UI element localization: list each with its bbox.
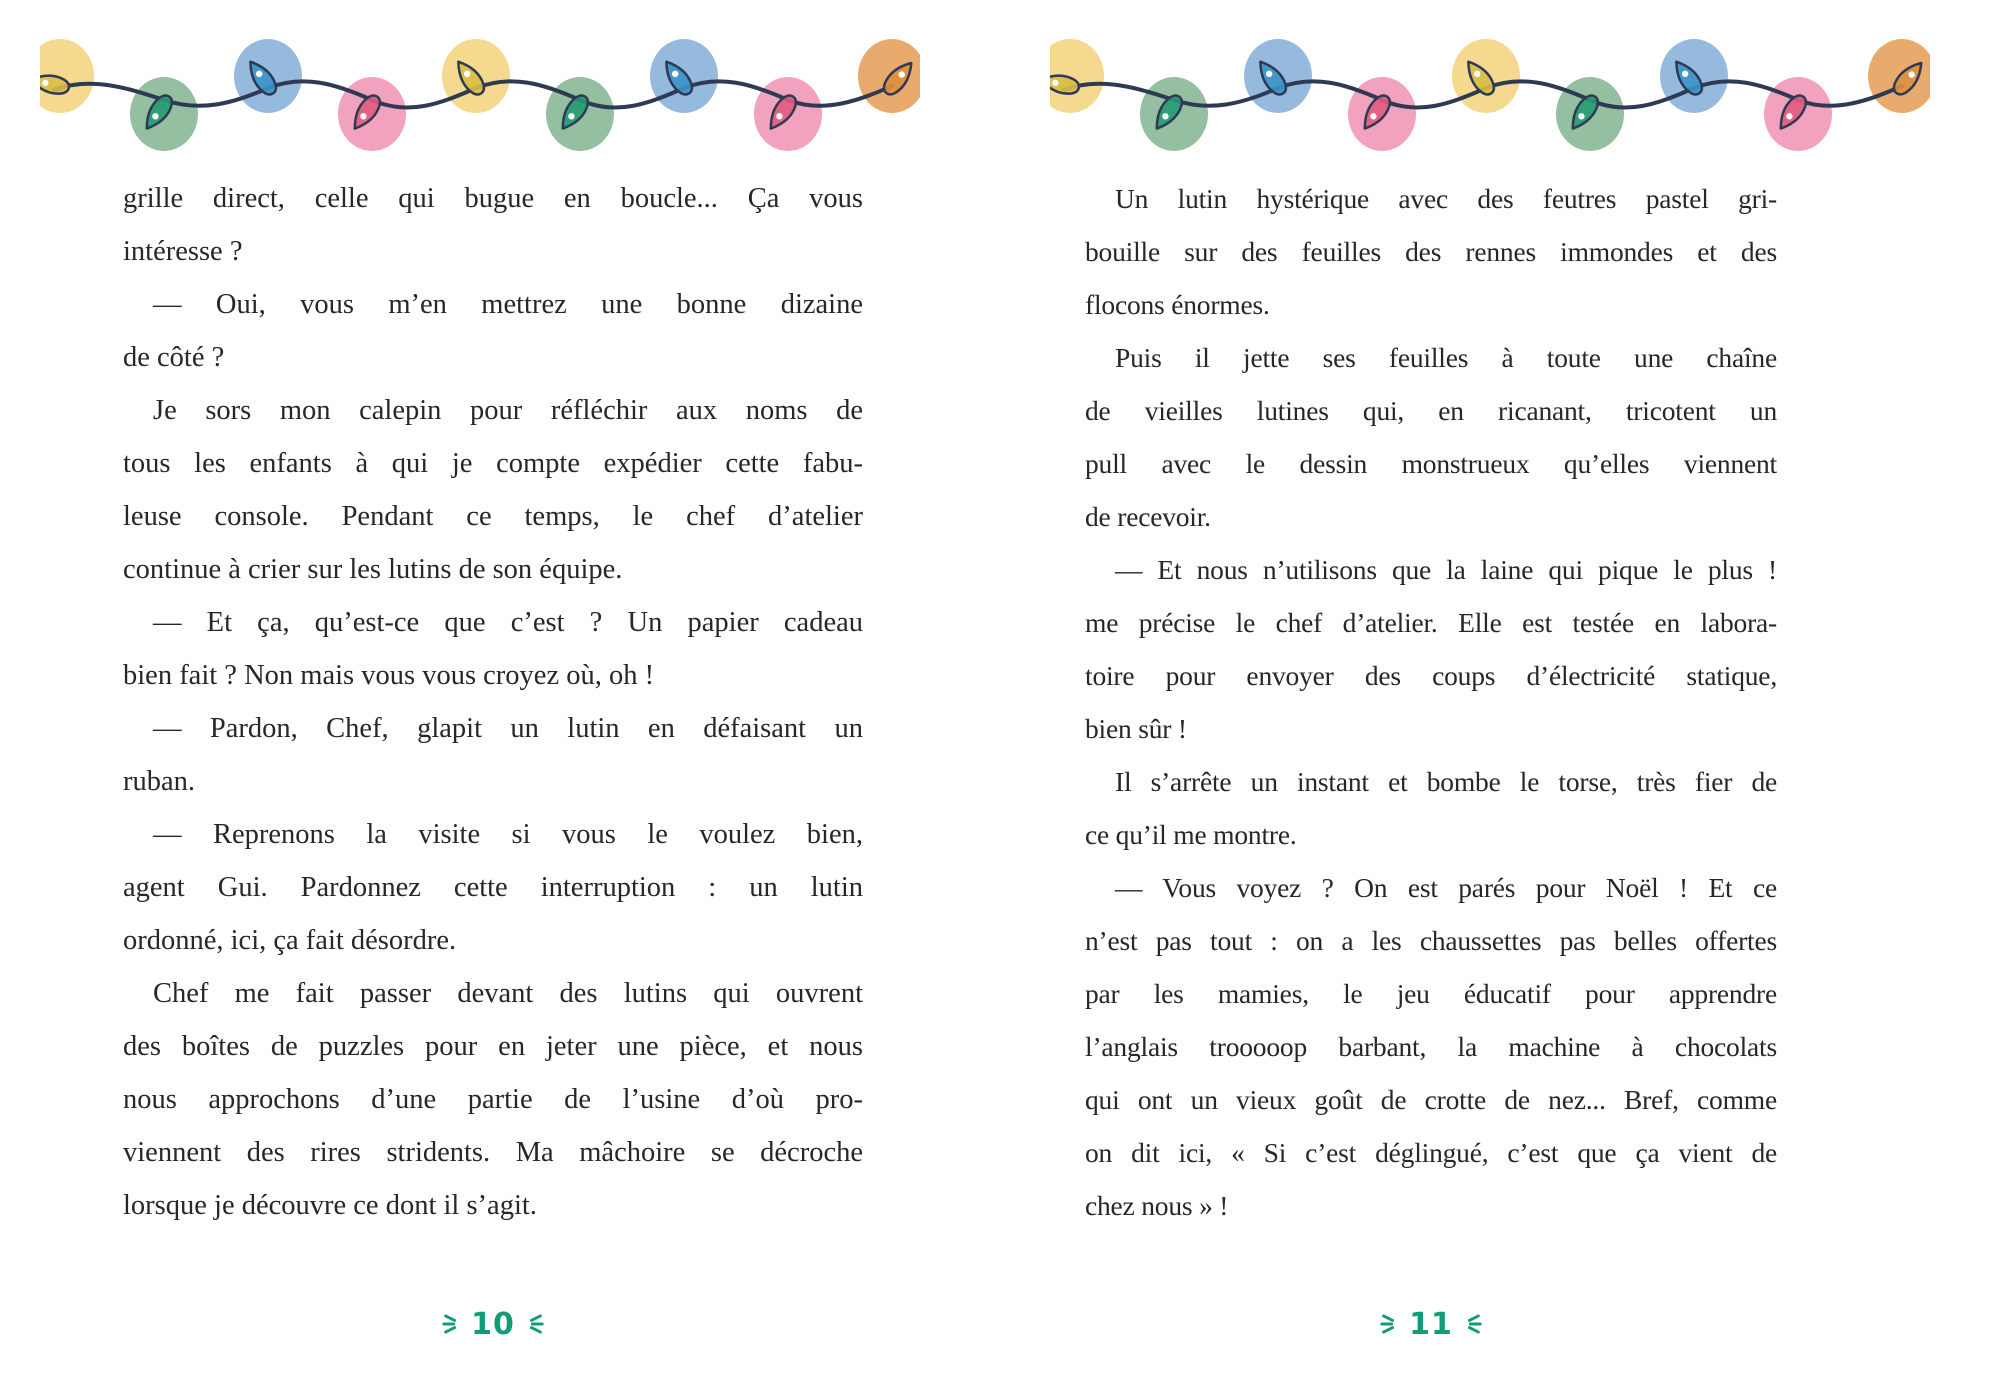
text-line: viennent des rires stridents. Ma mâchoire se décroche <box>123 1137 863 1168</box>
text-line: — Oui, vous m’en mettrez une bonne dizaine <box>153 289 863 320</box>
text-line: grille direct, celle qui bugue en boucle... Ça vous <box>123 183 863 214</box>
page-number-sparkle-left-icon <box>442 1309 460 1339</box>
text-line: Je sors mon calepin pour réfléchir aux noms de <box>153 395 863 426</box>
string-lights-garland-right <box>1050 26 1930 158</box>
text-line: Puis il jette ses feuilles à toute une chaîne <box>1115 342 1777 373</box>
text-line: — Et nous n’utilisons que la laine qui pique le plus ! <box>1115 554 1777 585</box>
text-line: ce qu’il me montre. <box>1085 819 1297 850</box>
page-11-text <box>1085 172 1777 1232</box>
text-line: continue à crier sur les lutins de son équipe. <box>123 554 623 585</box>
text-line: de recevoir. <box>1085 501 1211 532</box>
page-number-sparkle-left-icon <box>1380 1309 1398 1339</box>
text-line: nous approchons d’une partie de l’usine d’où pro- <box>123 1084 863 1115</box>
text-line: — Pardon, Chef, glapit un lutin en défaisant un <box>153 713 863 744</box>
text-line: n’est pas tout : on a les chaussettes pas belles offertes <box>1085 925 1777 956</box>
text-line: on dit ici, « Si c’est déglingué, c’est que ça vient de <box>1085 1137 1777 1168</box>
page-number-sparkle-right-icon <box>1464 1309 1482 1339</box>
page-number-right <box>1085 1302 1777 1346</box>
text-line: par les mamies, le jeu éducatif pour apprendre <box>1085 978 1777 1009</box>
text-line: tous les enfants à qui je compte expédier cette fabu- <box>123 448 863 479</box>
text-line: Un lutin hystérique avec des feutres pastel gri- <box>1115 183 1777 214</box>
text-line: chez nous » ! <box>1085 1190 1229 1221</box>
text-line: — Vous voyez ? On est parés pour Noël ! Et ce <box>1115 872 1777 903</box>
text-line: de vieilles lutines qui, en ricanant, tricotent un <box>1085 395 1777 426</box>
text-line: qui ont un vieux goût de crotte de nez... Bref, comme <box>1085 1084 1777 1115</box>
page-number-sparkle-right-icon <box>526 1309 544 1339</box>
page-number-left <box>123 1302 863 1346</box>
text-line: lorsque je découvre ce dont il s’agit. <box>123 1190 537 1221</box>
text-line: agent Gui. Pardonnez cette interruption : un lutin <box>123 872 863 903</box>
text-line: Il s’arrête un instant et bombe le torse, très fier de <box>1115 766 1777 797</box>
text-line: pull avec le dessin monstrueux qu’elles viennent <box>1085 448 1777 479</box>
text-line: me précise le chef d’atelier. Elle est testée en labora- <box>1085 607 1777 638</box>
text-line: — Et ça, qu’est-ce que c’est ? Un papier cadeau <box>153 607 863 638</box>
text-line: bien sûr ! <box>1085 713 1187 744</box>
text-line: Chef me fait passer devant des lutins qui ouvrent <box>153 978 863 1009</box>
text-line: ruban. <box>123 766 196 797</box>
text-line: des boîtes de puzzles pour en jeter une pièce, et nous <box>123 1031 863 1062</box>
text-line: intéresse ? <box>123 236 243 267</box>
text-line: l’anglais trooooop barbant, la machine à chocolats <box>1085 1031 1777 1062</box>
text-line: bouille sur des feuilles des rennes immondes et des <box>1085 236 1777 267</box>
text-line: bien fait ? Non mais vous vous croyez où, oh ! <box>123 660 655 691</box>
text-line: — Reprenons la visite si vous le voulez bien, <box>153 819 863 850</box>
text-line: flocons énormes. <box>1085 289 1270 320</box>
text-line: toire pour envoyer des coups d’électricité statique, <box>1085 660 1777 691</box>
text-line: de côté ? <box>123 342 225 373</box>
text-line: ordonné, ici, ça fait désordre. <box>123 925 457 956</box>
text-line: leuse console. Pendant ce temps, le chef d’atelier <box>123 501 863 532</box>
string-lights-garland-left <box>40 26 920 158</box>
page-10-text <box>123 172 863 1232</box>
page-number: 10 <box>471 1306 515 1342</box>
page-number: 11 <box>1409 1306 1453 1342</box>
